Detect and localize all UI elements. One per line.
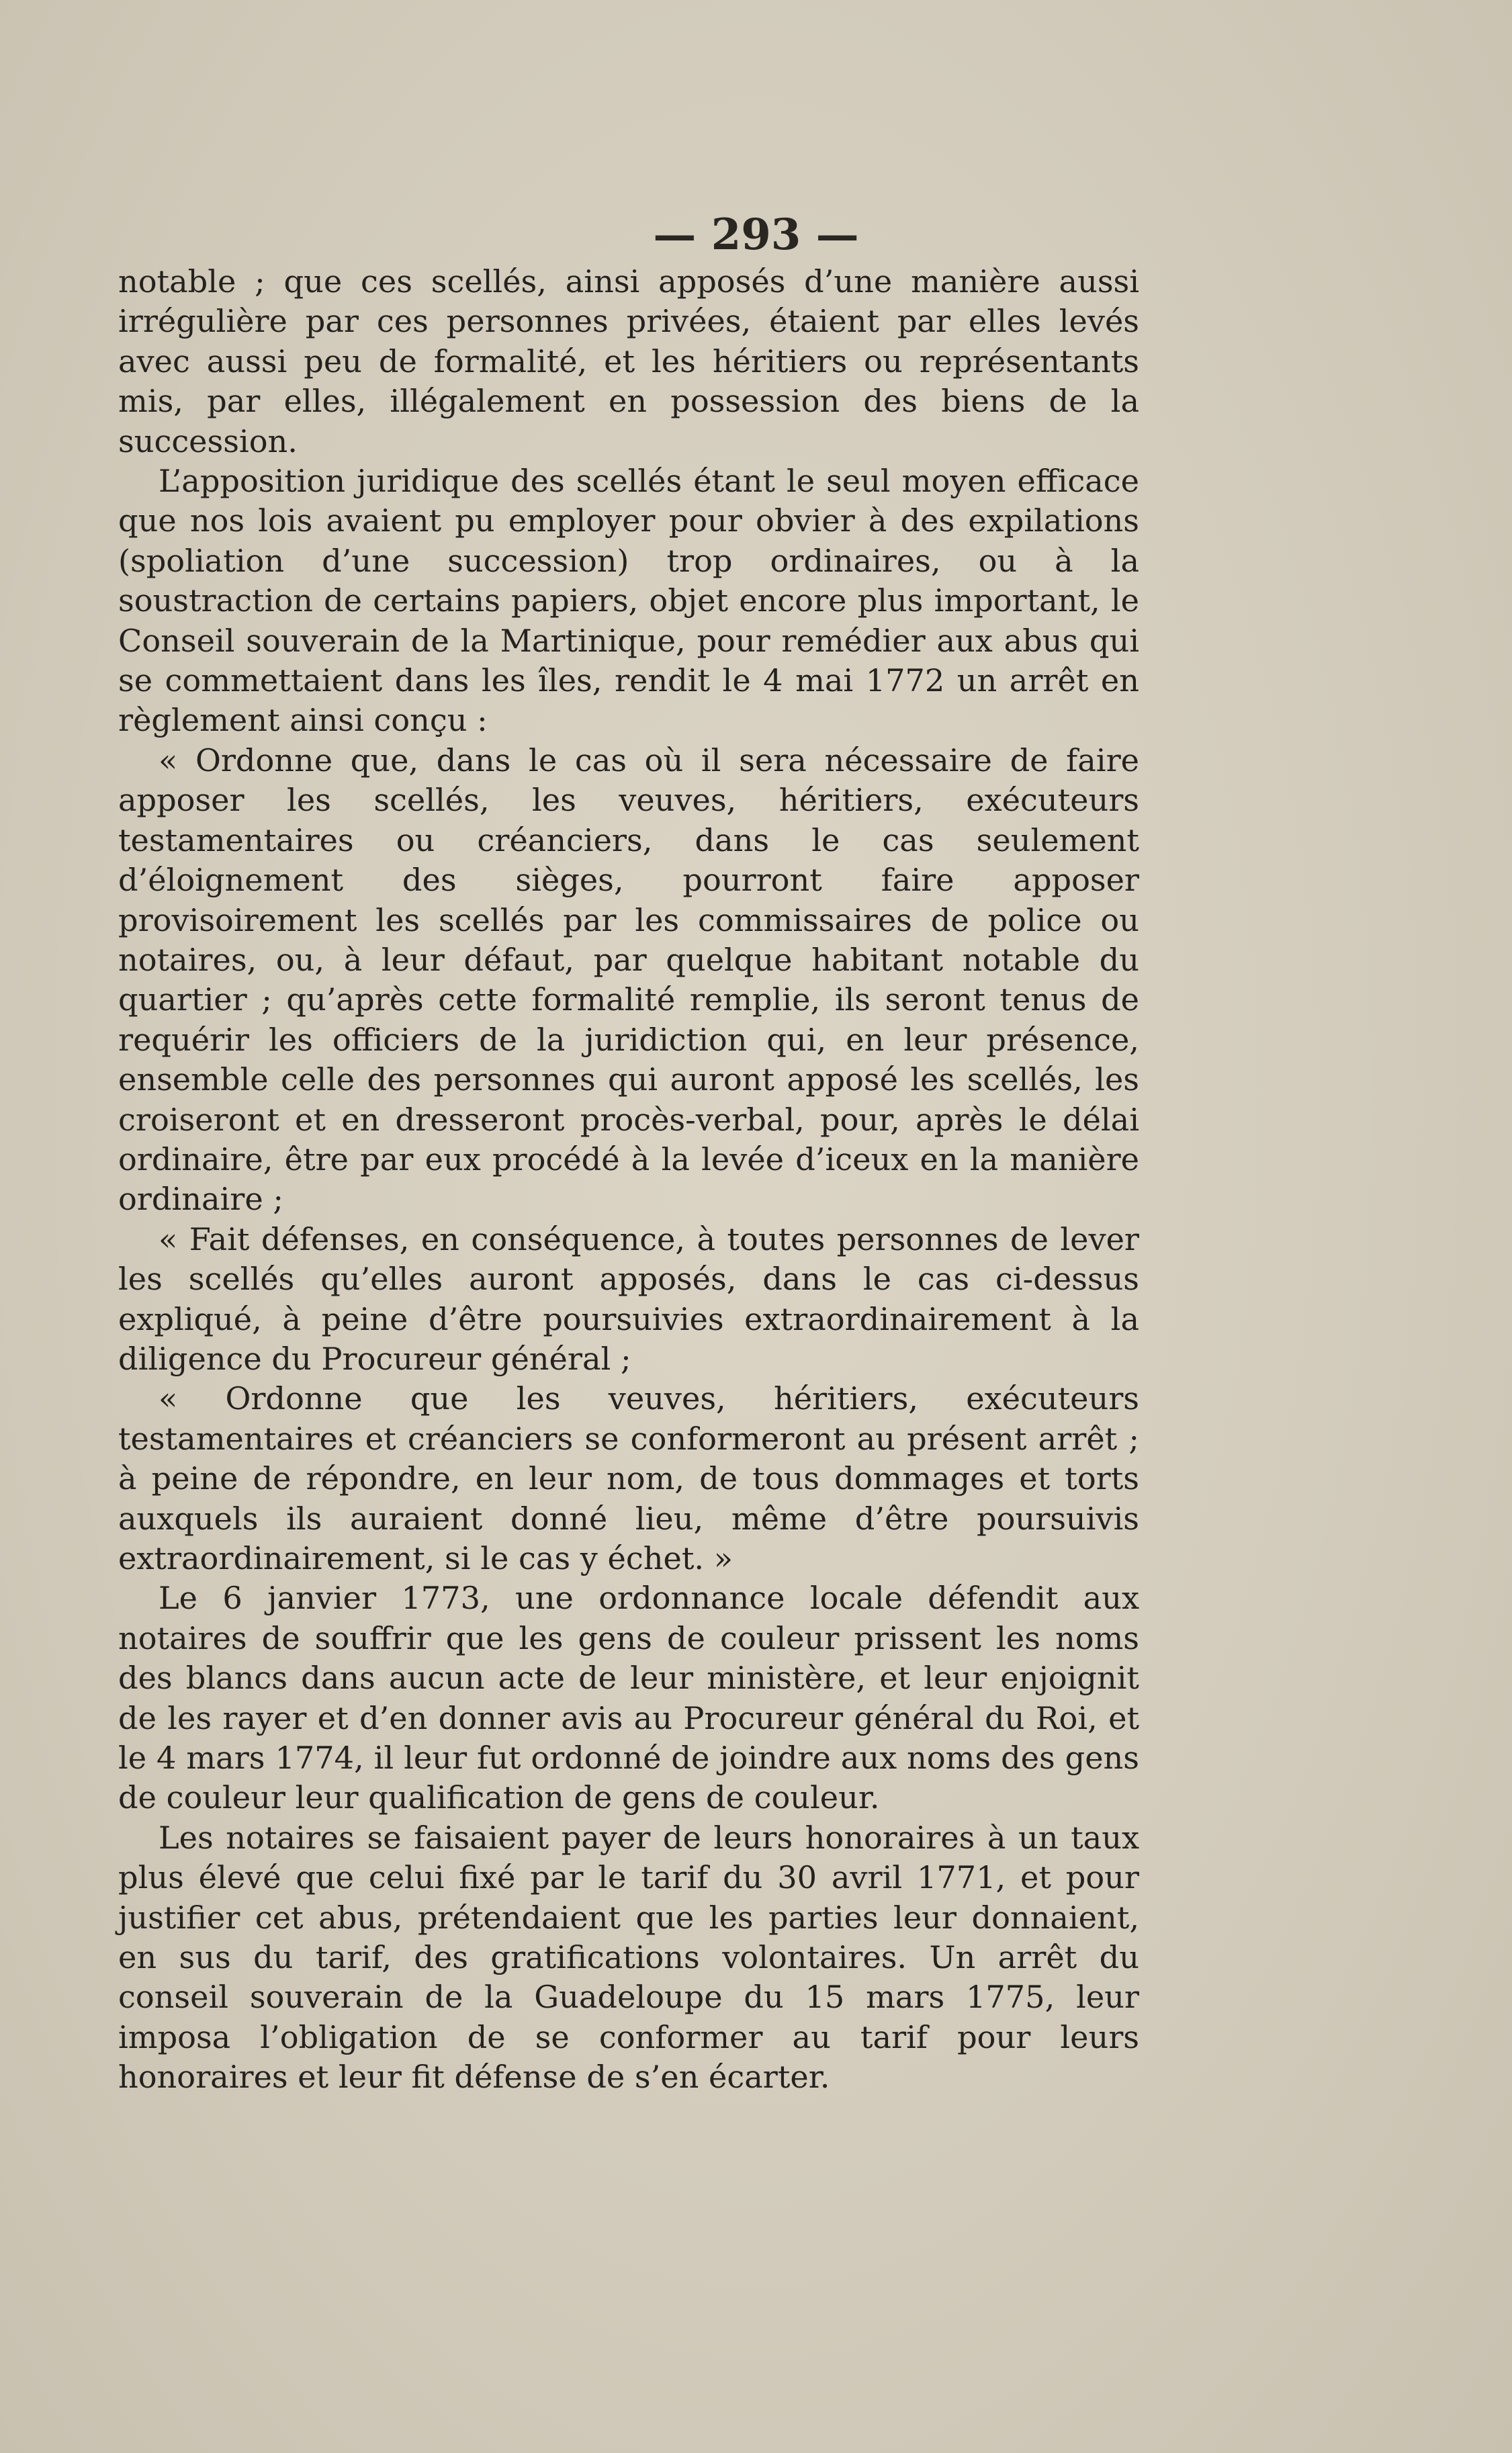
paragraph-6: Le 6 janvier 1773, une ordonnance locale défendit aux notaires de souffrir que les gens de couleur prissent les noms des blancs dans aucun acte de leur ministère, et leur enjoignit de les rayer et d’en donner avis au Procureur général du Roi, et le 4 mars 1774, il leur fut ordonné de joindre aux noms des gens de couleur leur qualification de gens de couleur. bbox=[118, 1580, 1139, 1816]
paragraph-5: « Ordonne que les veuves, héritiers, exécuteurs testamentaires et créanciers se conformeront au présent arrêt ; à peine de répondre, en leur nom, de tous dommages et torts auxquels ils auraient donné lieu, même d’être poursuivis extraordinairement, si le cas y échet. » bbox=[118, 1380, 1139, 1576]
paragraph-1: notable ; que ces scellés, ainsi apposés d’une manière aussi irrégulière par ces personnes privées, étaient par elles levés avec aussi peu de formalité, et les héritiers ou représentants mis, par elles, illégalement en possession des biens de la succession. bbox=[118, 263, 1139, 459]
paragraph-3: « Ordonne que, dans le cas où il sera nécessaire de faire apposer les scellés, les veuves, héritiers, exécuteurs testamentaires ou créanciers, dans le cas seulement d’éloignement des sièges, pourront faire apposer provisoirement les scellés par les commissaires de police ou notaires, ou, à leur défaut, par quelque habitant notable du quartier ; qu’après cette formalité remplie, ils seront tenus de requérir les officiers de la juridiction qui, en leur présence, ensemble celle des personnes qui auront apposé les scellés, les croiseront et en dresseront procès-verbal, pour, après le délai ordinaire, être par eux procédé à la levée d’iceux en la manière ordinaire ; bbox=[118, 742, 1139, 1218]
page-number: — 293 — bbox=[653, 210, 859, 260]
paragraph-2: L’apposition juridique des scellés étant le seul moyen efficace que nos lois avaient pu employer pour obvier à des expilations (spoliation d’une succession) trop ordinaires, ou à la soustraction de certains papiers, objet encore plus important, le Conseil souverain de la Martinique, pour remédier aux abus qui se commettaient dans les îles, rendit le 4 mai 1772 un arrêt en règlement ainsi conçu : bbox=[118, 463, 1139, 739]
paragraph-7: Les notaires se faisaient payer de leurs honoraires à un taux plus élevé que celui fixé par le tarif du 30 avril 1771, et pour justifier cet abus, prétendaient que les parties leur donnaient, en sus du tarif, des gratifications volontaires. Un arrêt du conseil souverain de la Guadeloupe du 15 mars 1775, leur imposa l’obligation de se conformer au tarif pour leurs honoraires et leur fit défense de s’en écarter. bbox=[118, 1819, 1139, 2096]
body-text bbox=[118, 262, 1139, 2098]
paragraph-4: « Fait défenses, en conséquence, à toutes personnes de lever les scellés qu’elles auront apposés, dans le cas ci-dessus expliqué, à peine d’être poursuivies extraordinairement à la diligence du Procureur général ; bbox=[118, 1220, 1139, 1377]
